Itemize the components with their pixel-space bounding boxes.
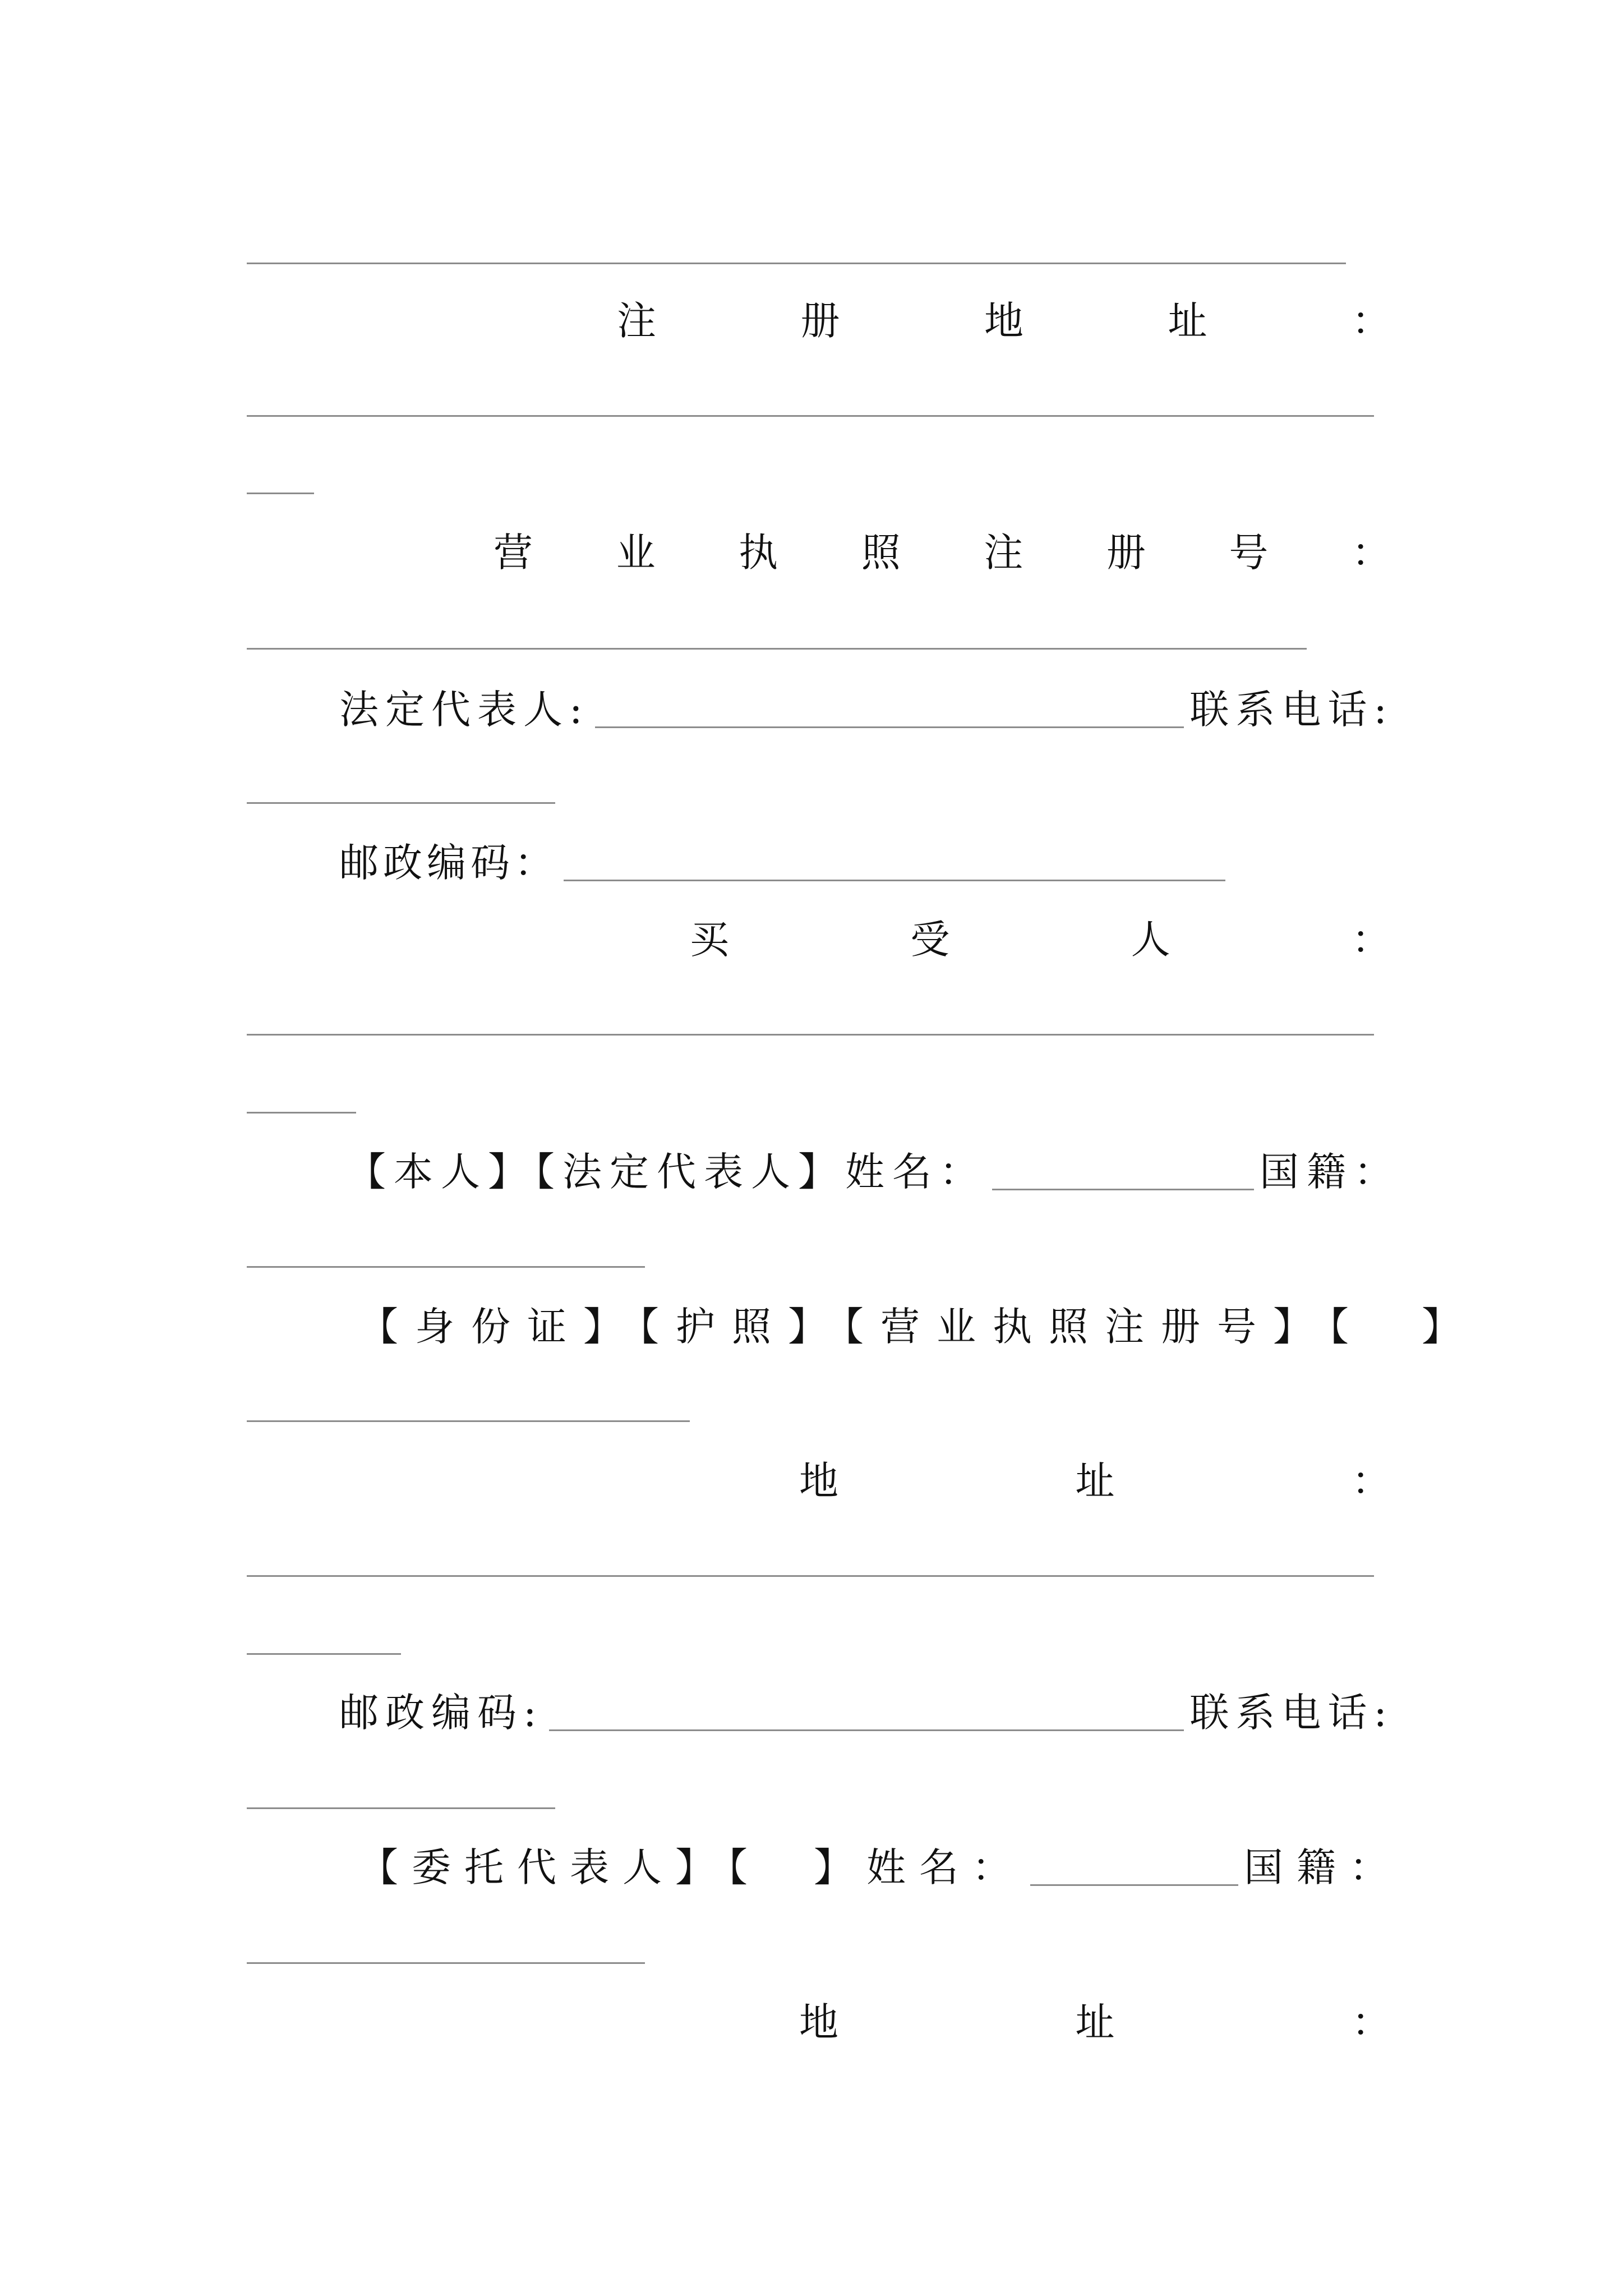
business-license-number-label: [247, 527, 1391, 578]
char: 业: [616, 530, 656, 576]
nationality-label: 国籍：: [1260, 1149, 1401, 1195]
postcode-row: [339, 838, 1394, 888]
char: ：: [1352, 298, 1391, 344]
char: ：: [1352, 1458, 1391, 1504]
agent-name-label: 【委托代表人】【 】姓名：: [359, 1844, 1025, 1890]
blank-line: [247, 1962, 645, 1964]
person-name-row: [347, 1147, 1401, 1197]
blank-line: [247, 493, 314, 494]
blank-line: [247, 1112, 356, 1114]
char: 执: [739, 530, 778, 576]
postcode-label: 邮政编码:: [339, 1690, 543, 1736]
blank-line: [247, 1420, 690, 1422]
agent-name-blank: [1030, 1849, 1238, 1886]
char: 地: [984, 298, 1023, 344]
char: 注: [617, 298, 656, 344]
registered-address-label: [247, 296, 1391, 346]
id-types-row: [359, 1301, 1478, 1352]
blank-line: [247, 415, 1374, 417]
blank-line: [247, 1266, 645, 1268]
char: 人: [1131, 917, 1170, 963]
char: 址: [1075, 1999, 1115, 2045]
agent-address-label: [247, 1997, 1391, 2047]
char: 址: [1168, 298, 1207, 344]
char: ：: [1352, 1999, 1391, 2045]
char: 地: [799, 1999, 838, 2045]
id-types-label: 【身份证】【护照】【营业执照注册号】【 】: [359, 1304, 1478, 1350]
phone-label: 联系电话:: [1189, 1690, 1394, 1736]
char: 址: [1075, 1458, 1115, 1504]
char: 册: [1106, 530, 1146, 576]
legal-representative-label: 法定代表人:: [339, 687, 589, 733]
blank-line: [247, 648, 1307, 650]
legal-representative-blank: [595, 692, 1184, 728]
blank-line: [247, 263, 1346, 264]
agent-name-row: [359, 1842, 1402, 1893]
char: 号: [1229, 530, 1269, 576]
postcode-label: 邮政编码：: [339, 840, 558, 886]
postcode-blank: [549, 1695, 1184, 1731]
address-label: [247, 1456, 1391, 1506]
postcode-blank: [564, 845, 1225, 881]
char: ：: [1351, 530, 1391, 576]
char: ：: [1351, 917, 1391, 963]
char: 地: [799, 1458, 838, 1504]
blank-line: [247, 1575, 1374, 1577]
phone-label: 联系电话:: [1189, 687, 1394, 733]
assignee-label: [247, 914, 1391, 965]
legal-representative-row: [339, 684, 1394, 735]
char: 营: [494, 530, 533, 576]
blank-line: [247, 1807, 555, 1809]
blank-line: [247, 1034, 1374, 1036]
postcode-phone-row: [339, 1687, 1394, 1738]
blank-line: [247, 802, 555, 804]
char: 买: [690, 917, 729, 963]
person-name-blank: [992, 1154, 1254, 1190]
char: 受: [910, 917, 950, 963]
char: 册: [800, 298, 840, 344]
nationality-label: 国籍：: [1244, 1844, 1402, 1890]
blank-line: [247, 1653, 401, 1655]
char: 注: [984, 530, 1023, 576]
char: 照: [861, 530, 901, 576]
person-name-label: 【本人】【法定代表人】姓名：: [347, 1149, 986, 1195]
